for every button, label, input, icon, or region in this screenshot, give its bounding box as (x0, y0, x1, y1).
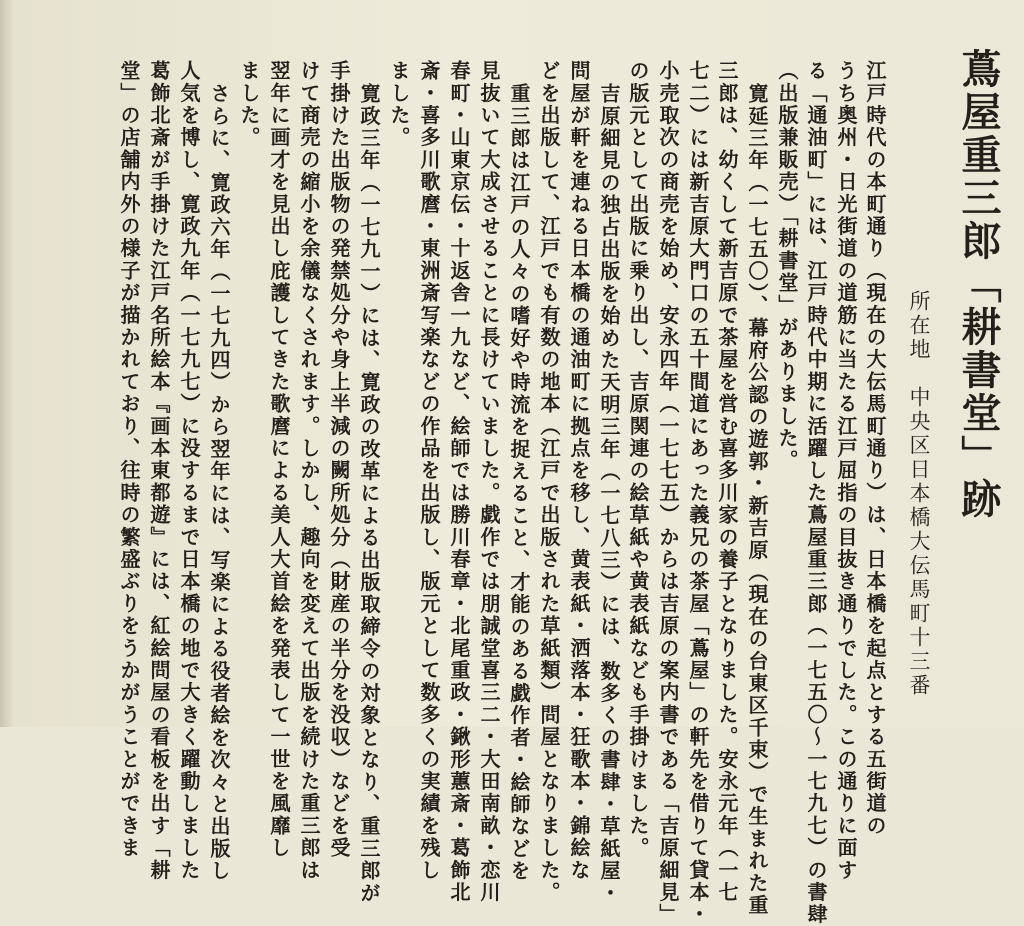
text-line: 斎・喜多川歌麿・東洲斎写楽などの作品を出版し、版元として数多くの実績を残し (417, 60, 441, 882)
text-line: 問屋が軒を連ねる日本橋の通油町に拠点を移し、黄表紙・洒落本・狂歌本・錦絵な (567, 60, 591, 882)
text-line: 春町・山東京伝・十返舎一九など、絵師では勝川春章・北尾重政・鍬形蕙斎・葛飾北 (447, 60, 471, 904)
text-line: る「通油町」には、江戸時代中期に活躍した蔦屋重三郎（一七五〇〜一七九七）の書肆 (804, 60, 828, 926)
text-line: の版元として出版に乗り出し、吉原関連の絵草紙や黄表紙なども手掛けました。 (626, 60, 650, 860)
text-line: ました。 (237, 60, 261, 149)
text-line: 吉原細見の独占出版を始めた天明三年（一七八三）には、数多くの書肆・草紙屋・ (597, 83, 621, 905)
text-line: 翌年に画才を見出し庇護してきた歌麿による美人大首絵を発表して一世を風靡し (267, 60, 291, 860)
text-line: 見抜いて大成させることに長けていました。戯作では朋誠堂喜三二・大田南畝・恋川 (477, 60, 501, 904)
text-line: 堂」の店舗内外の様子が描かれており、往時の繁盛ぶりをうかがうことができま (117, 60, 141, 860)
text-line: どを出版して、江戸でも有数の地本（江戸で出版された草紙類）問屋となりました。 (537, 60, 561, 904)
text-line: 江戸時代の本町通り（現在の大伝馬町通り）は、日本橋を起点とする五街道の (863, 60, 887, 837)
text-line: 三郎は、幼くして新吉原で茶屋を営む喜多川家の養子となりました。安永元年（一七 (715, 60, 739, 904)
location-line: 所在地 中央区日本橋大伝馬町十三番 (907, 290, 931, 698)
page-title: 蔦屋重三郎「耕書堂」跡 (955, 48, 1002, 521)
text-line: 寛政三年（一七九一）には、寛政の改革による出版取締令の対象となり、重三郎が (357, 83, 381, 905)
text-line: 七二）には新吉原大門口の五十間道にあった義兄の茶屋「蔦屋」の軒先を借りて貸本・ (686, 60, 710, 926)
text-line: （出版兼販売）「耕書堂」がありました。 (775, 60, 799, 472)
text-line: ました。 (387, 60, 411, 149)
text-line: 葛飾北斎が手掛けた江戸名所絵本『画本東都遊』には、紅絵問屋の看板を出す「耕 (147, 60, 171, 882)
board-edge (0, 0, 14, 727)
text-line: 人気を博し、寛政九年（一七九七）に没するまで日本橋の地で大きく躍動しました (177, 60, 201, 882)
text-line: うち奥州・日光街道の道筋に当たる江戸屈指の目抜き通りでした。この通りに面す (834, 60, 858, 882)
text-line: 重三郎は江戸の人々の嗜好や時流を捉えること、才能のある戯作者・絵師などを (507, 83, 531, 883)
text-line: 寛延三年（一七五〇）、幕府公認の遊郭・新吉原（現在の台東区千束）で生まれた重 (745, 83, 769, 917)
text-line: さらに、寛政六年（一七九四）から翌年には、写楽による役者絵を次々と出版し (207, 83, 231, 883)
text-line: 手掛けた出版物の発禁処分や身上半減の闕所処分（財産の半分を没収）などを受 (327, 60, 351, 860)
text-line: けて商売の縮小を余儀なくされます。しかし、趣向を変えて出版を続けた重三郎は (297, 60, 321, 882)
text-line: 小売取次の商売を始め、安永四年（一七七五）からは吉原の案内書である「吉原細見」 (656, 60, 680, 926)
